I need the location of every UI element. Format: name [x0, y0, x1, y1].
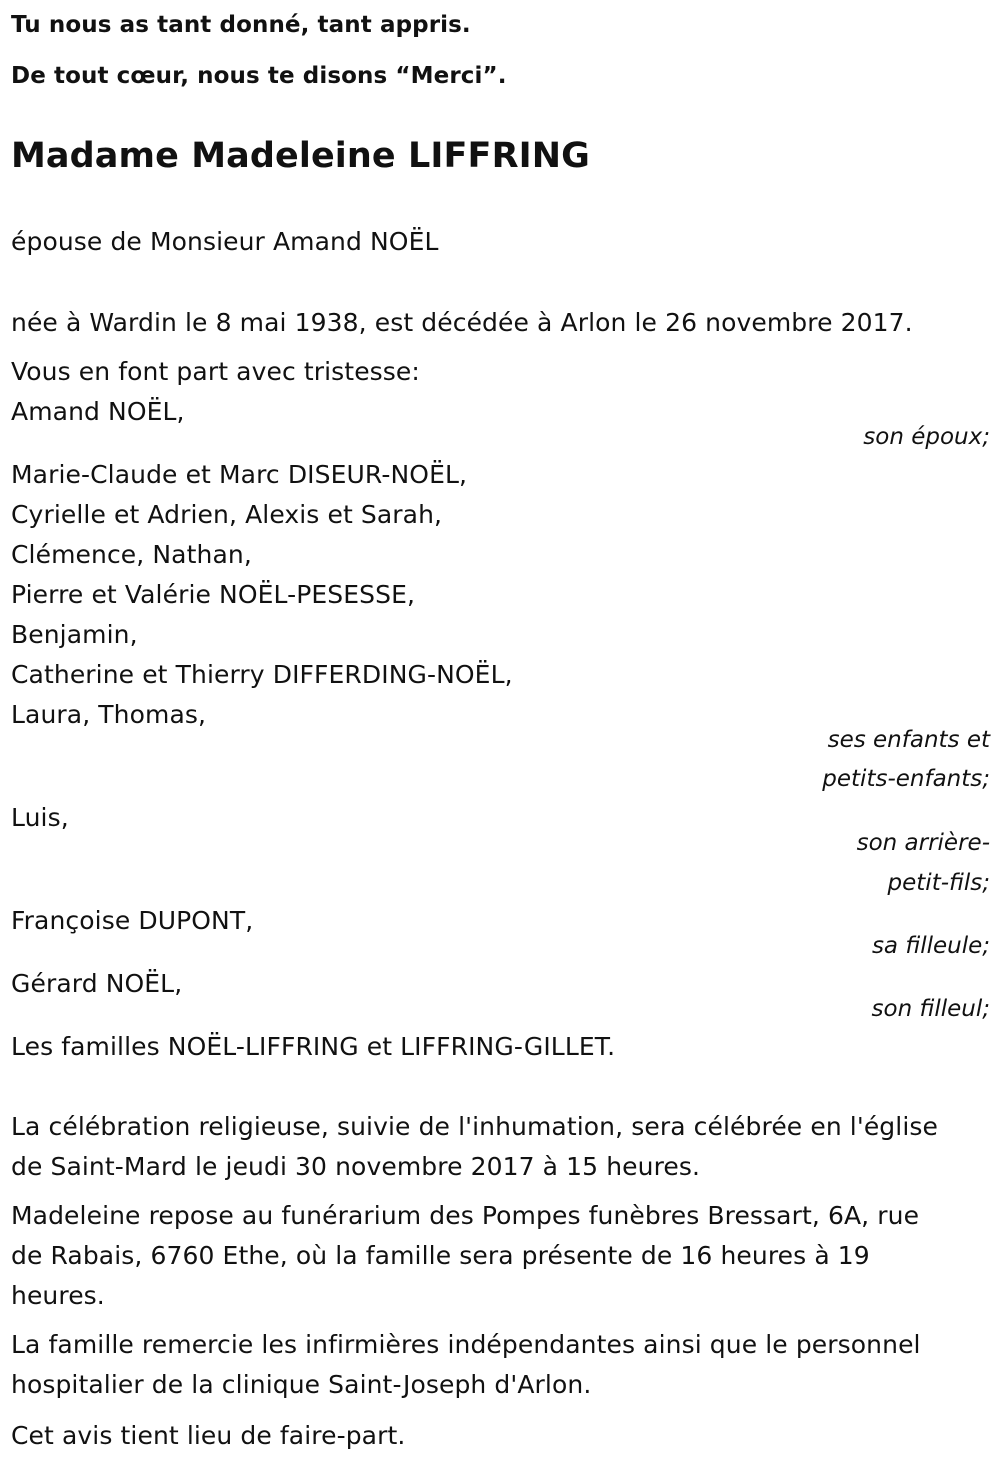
family-member-line: Pierre et Valérie NOËL-PESESSE,	[11, 580, 416, 609]
announcement-intro: Vous en font part avec tristesse:	[11, 357, 420, 386]
family-member-line: Benjamin,	[11, 620, 138, 649]
funerarium-line-1: Madeleine repose au funérarium des Pompes funèbres Bressart, 6A, rue	[11, 1201, 920, 1230]
family-member-line: Clémence, Nathan,	[11, 540, 252, 569]
motto-line-1: Tu nous as tant donné, tant appris.	[11, 12, 471, 38]
godson-relation: son filleul;	[871, 996, 990, 1022]
family-member-line: Marie-Claude et Marc DISEUR-NOËL,	[11, 460, 468, 489]
great-grandson-relation-line-1: son arrière-	[856, 830, 990, 856]
family-member-line: Catherine et Thierry DIFFERDING-NOËL,	[11, 660, 513, 689]
goddaughter-relation: sa filleule;	[871, 933, 990, 959]
spouse-line: épouse de Monsieur Amand NOËL	[11, 227, 439, 256]
funerarium-line-2: de Rabais, 6760 Ethe, où la famille sera présente de 16 heures à 19	[11, 1241, 870, 1270]
deceased-name: Madame Madeleine LIFFRING	[11, 136, 590, 176]
great-grandson-name: Luis,	[11, 803, 69, 832]
family-member-line: Cyrielle et Adrien, Alexis et Sarah,	[11, 500, 443, 529]
closing-line: Cet avis tient lieu de faire-part.	[11, 1421, 406, 1450]
ceremony-line-2: de Saint-Mard le jeudi 30 novembre 2017 à 15 heures.	[11, 1152, 701, 1181]
families-line: Les familles NOËL-LIFFRING et LIFFRING-GILLET.	[11, 1032, 616, 1061]
family-member-line: Laura, Thomas,	[11, 700, 207, 729]
motto-line-2: De tout cœur, nous te disons “Merci”.	[11, 63, 507, 89]
thanks-line-1: La famille remercie les infirmières indépendantes ainsi que le personnel	[11, 1330, 921, 1359]
thanks-line-2: hospitalier de la clinique Saint-Joseph d'Arlon.	[11, 1370, 592, 1399]
spouse-name: Amand NOËL,	[11, 397, 185, 426]
funerarium-line-3: heures.	[11, 1281, 105, 1310]
goddaughter-name: Françoise DUPONT,	[11, 906, 254, 935]
spouse-relation: son époux;	[863, 424, 990, 450]
children-relation-line-2: petits-enfants;	[822, 766, 990, 792]
ceremony-line-1: La célébration religieuse, suivie de l'inhumation, sera célébrée en l'église	[11, 1112, 938, 1141]
children-relation-line-1: ses enfants et	[827, 727, 990, 753]
great-grandson-relation-line-2: petit-fils;	[887, 870, 990, 896]
godson-name: Gérard NOËL,	[11, 969, 183, 998]
birth-death-line: née à Wardin le 8 mai 1938, est décédée à Arlon le 26 novembre 2017.	[11, 308, 913, 337]
